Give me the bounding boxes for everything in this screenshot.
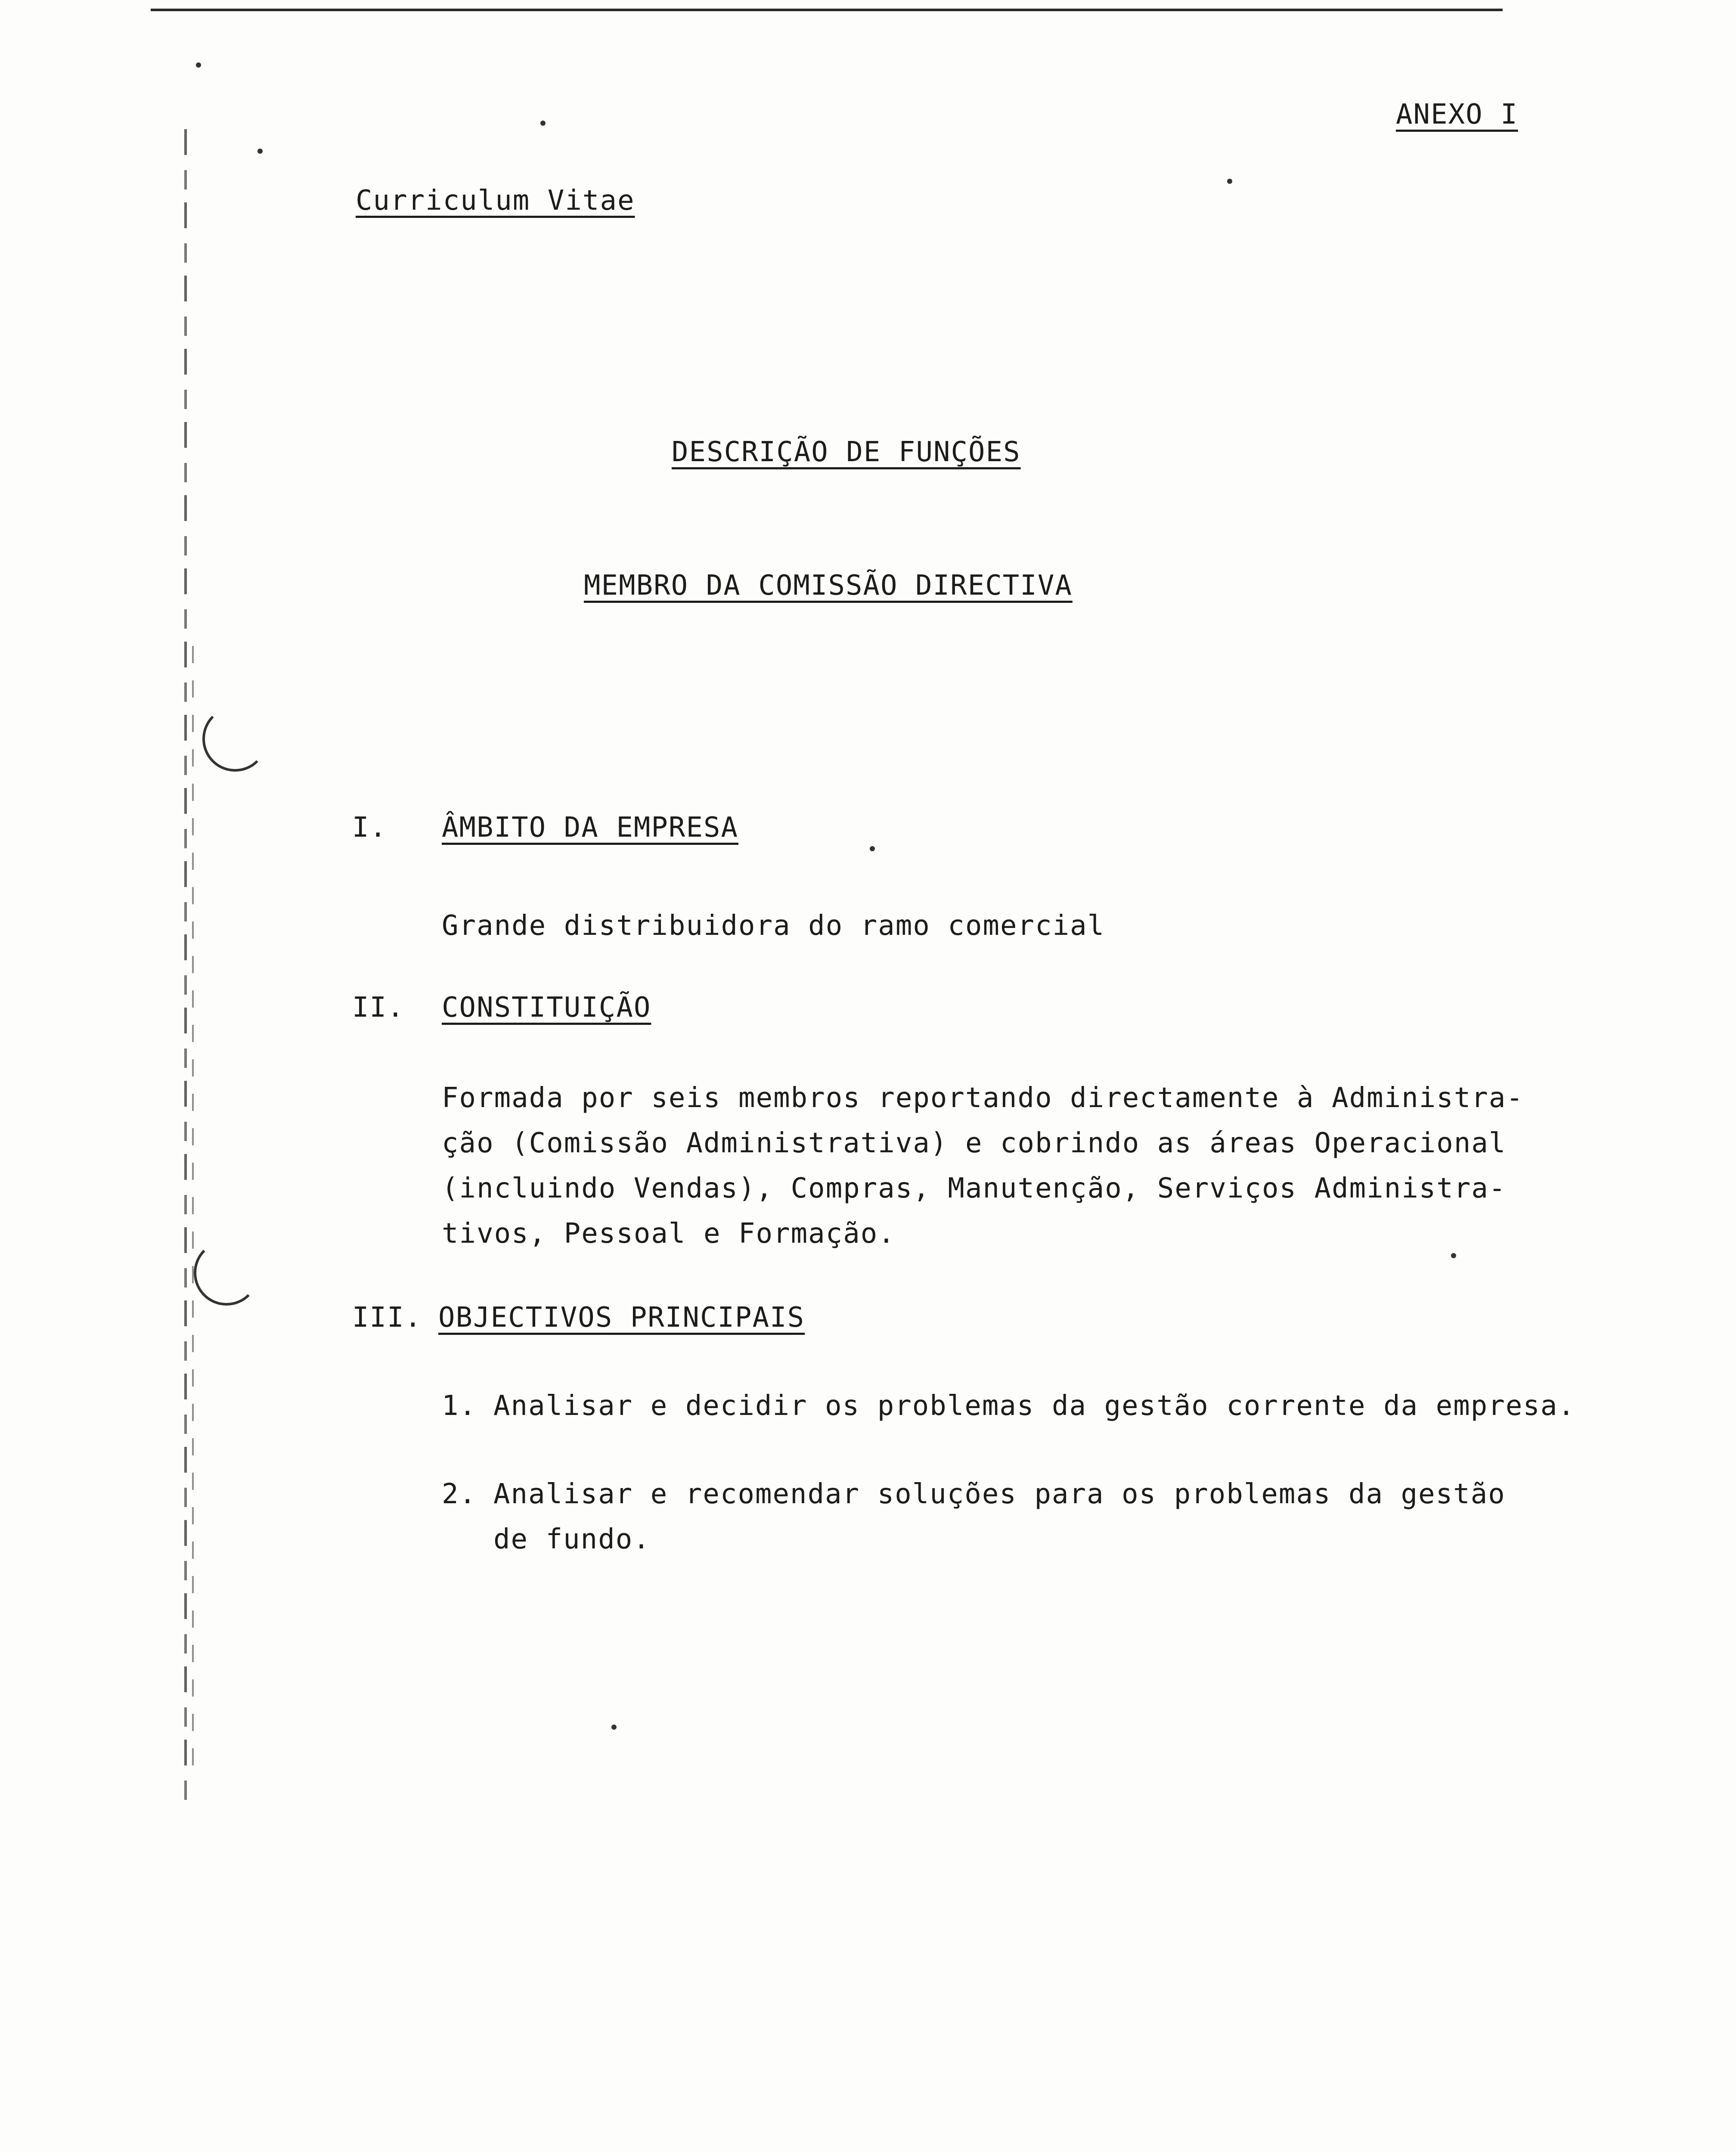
scan-speck (1451, 1253, 1456, 1258)
list-item-line: Analisar e decidir os problemas da gestão corrente da empresa. (493, 1390, 1575, 1422)
scan-speck (611, 1725, 617, 1730)
section-heading-objectivos: OBJECTIVOS PRINCIPAIS (438, 1302, 805, 1334)
scan-speck (540, 121, 546, 126)
punch-hole-mark (202, 706, 268, 772)
scan-speck (196, 62, 201, 68)
list-item-number: 1. (442, 1390, 477, 1422)
section-heading-constituicao: CONSTITUIÇÃO (442, 992, 651, 1024)
section-numeral: I. (352, 812, 388, 844)
scan-speck (257, 149, 263, 154)
list-item-line: de fundo. (493, 1523, 651, 1555)
annex-label: ANEXO I (1396, 99, 1518, 130)
curriculum-vitae-label: Curriculum Vitae (356, 185, 635, 217)
section-body-line: ção (Comissão Administrativa) e cobrindo as áreas Operacional (442, 1127, 1507, 1159)
scan-speck (1227, 179, 1232, 184)
document-subtitle: MEMBRO DA COMISSÃO DIRECTIVA (584, 570, 1073, 602)
section-heading-ambito: ÂMBITO DA EMPRESA (442, 812, 739, 844)
section-body-line: (incluindo Vendas), Compras, Manutenção, Serviços Administra- (442, 1173, 1507, 1204)
punch-hole-mark (194, 1240, 259, 1306)
top-rule (151, 9, 1503, 11)
section-body-line: Grande distribuidora do ramo comercial (442, 910, 1105, 942)
document-title: DESCRIÇÃO DE FUNÇÕES (672, 436, 1021, 468)
section-body-line: Formada por seis membros reportando directamente à Administra- (442, 1082, 1524, 1114)
list-item-number: 2. (442, 1478, 477, 1510)
section-numeral: III. (352, 1302, 422, 1334)
binding-edge (184, 129, 187, 1809)
section-body-line: tivos, Pessoal e Formação. (442, 1218, 896, 1250)
scan-speck (870, 846, 875, 851)
binding-edge-secondary (192, 646, 194, 1765)
section-numeral: II. (352, 992, 405, 1024)
list-item-line: Analisar e recomendar soluções para os problemas da gestão (493, 1478, 1506, 1510)
